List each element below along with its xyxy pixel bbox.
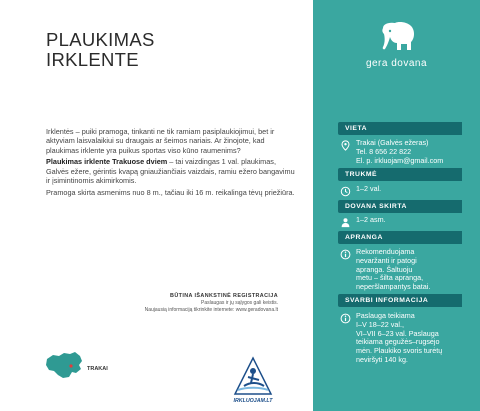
description-paragraph-3: Pramoga skirta asmenims nuo 8 m., tačiau iki 16 m. reikalinga tėvų priežiūra. bbox=[46, 187, 295, 197]
brand bbox=[313, 22, 480, 69]
svarbi-line-6: neviršyti 140 kg. bbox=[356, 354, 408, 364]
svarbi-line-3: VI–VII 6–23 val. Paslauga bbox=[356, 328, 439, 338]
description bbox=[46, 127, 298, 200]
section-dovana-skirta bbox=[340, 216, 470, 228]
registration-line-1: Paslaugas ir jų sąlygos gali keistis. bbox=[201, 300, 278, 307]
vieta-line-2: Tel. 8 656 22 822 bbox=[356, 146, 412, 156]
description-rest: – tai vaizdingas 1 val. plaukimas, Galvės ežere, gėrintis kvapą gniaužiančiais vaizdais, ramiu ežero bangavimu ir įsimintinomis akimirkomis. bbox=[46, 157, 295, 185]
description-paragraph-2 bbox=[46, 157, 298, 185]
brand-text: gera dovana bbox=[365, 58, 428, 69]
apranga-line-4: metu – šilta apranga, bbox=[356, 273, 424, 283]
title-line-2: IRKLENTE bbox=[46, 49, 139, 70]
svarbi-line-2: I–V 18–22 val., bbox=[356, 319, 404, 329]
vieta-line-3: El. p. irkluojam@gmail.com bbox=[356, 155, 444, 165]
section-apranga bbox=[340, 248, 470, 293]
description-paragraph-1: Irklentės – puiki pramoga, tinkanti ne tik ramiam pasiplaukiojimui, bet ir aktyviam laisvalaikiui su draugais ar šeimos nariais. Ar žinojote, kad plaukimas irklente yra puikus sportas viso kūno raumenims? bbox=[46, 127, 275, 155]
lithuania-map-icon bbox=[45, 350, 83, 380]
apranga-line-1: Rekomenduojama bbox=[356, 247, 415, 256]
apranga-line-2: nevaržanti ir patogi bbox=[356, 255, 417, 265]
map-label: TRAKAI bbox=[87, 366, 108, 372]
person-icon bbox=[340, 217, 351, 228]
vieta-line-1: Trakai (Galvės ežeras) bbox=[356, 138, 429, 147]
info-icon bbox=[340, 249, 351, 260]
location-icon bbox=[340, 140, 351, 151]
registration-note bbox=[38, 293, 278, 313]
svarbi-line-1: Paslauga teikiama bbox=[356, 311, 415, 320]
irkluojam-logo-icon bbox=[232, 356, 274, 400]
apranga-line-5: neperšlampantys batai. bbox=[356, 282, 431, 292]
section-heading-dovana-skirta: DOVANA SKIRTA bbox=[338, 200, 462, 213]
info-icon bbox=[340, 313, 351, 324]
svarbi-line-5: mėn. Plaukiko svoris turėtų bbox=[356, 346, 443, 356]
section-trukme bbox=[340, 185, 470, 197]
section-heading-svarbi-informacija: SVARBI INFORMACIJA bbox=[338, 294, 462, 307]
elephant-logo-icon bbox=[375, 22, 419, 56]
section-heading-apranga: APRANGA bbox=[338, 231, 462, 244]
registration-heading: BŪTINA IŠANKSTINĖ REGISTRACIJA bbox=[170, 293, 278, 299]
clock-icon bbox=[340, 186, 351, 197]
page-title bbox=[46, 30, 155, 70]
description-bold: Plaukimas irklente Trakuose dviem bbox=[46, 157, 168, 167]
svarbi-line-4: teikiama gegužės–rugsėjo bbox=[356, 337, 440, 347]
dovana-skirta-line-1: 1–2 asm. bbox=[356, 215, 386, 224]
section-heading-trukme: TRUKMĖ bbox=[338, 168, 462, 181]
section-vieta bbox=[340, 139, 470, 169]
registration-line-2: Naujausią informaciją tikrinkite internete: www.geradovana.lt bbox=[144, 306, 278, 313]
section-heading-vieta: VIETA bbox=[338, 122, 462, 135]
title-line-1: PLAUKIMAS bbox=[46, 29, 155, 50]
trukme-line-1: 1–2 val. bbox=[356, 184, 382, 193]
section-svarbi-informacija bbox=[340, 312, 470, 366]
apranga-line-3: apranga. Šaltuoju bbox=[356, 264, 413, 274]
partner-logo-text: IRKLUOJAM.LT bbox=[233, 398, 273, 404]
